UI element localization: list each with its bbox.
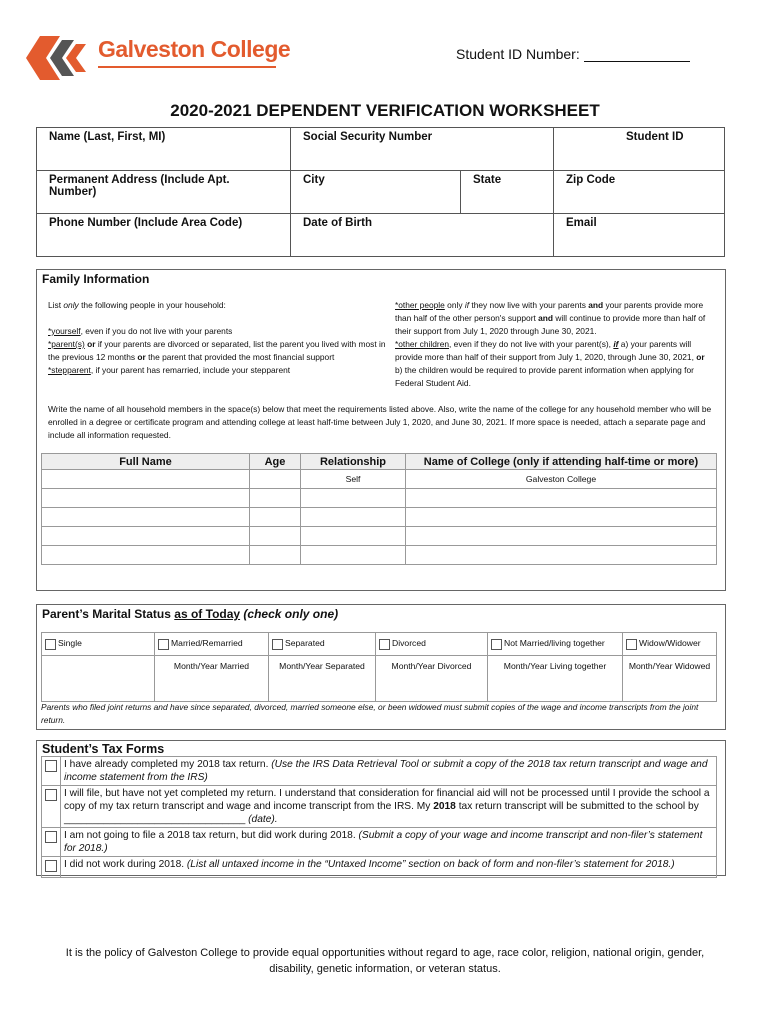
checkbox-icon[interactable]: [626, 639, 637, 650]
checkbox-icon[interactable]: [45, 831, 57, 843]
col-full-name: Full Name: [42, 454, 250, 470]
family-rules-left: [48, 299, 388, 377]
address-field[interactable]: Permanent Address (Include Apt. Number): [37, 171, 291, 214]
option-separated[interactable]: Separated: [269, 633, 376, 656]
checkbox-icon[interactable]: [45, 860, 57, 872]
cell-name[interactable]: [42, 527, 250, 546]
logo-underline: [98, 66, 276, 68]
cell-relationship[interactable]: [301, 489, 406, 508]
cell-age[interactable]: [250, 508, 301, 527]
cell-name[interactable]: [42, 546, 250, 565]
family-heading: Family Information: [42, 272, 150, 286]
city-field[interactable]: City: [291, 171, 461, 214]
cell-age[interactable]: [250, 527, 301, 546]
cell-college[interactable]: [406, 508, 717, 527]
rule-other-children: *other children, even if they do not live with your parent(s), if a) your parents will provide more than half of their support from July 1, 2020, through June 30, 2021, or b) the children would be required to provide parent information when applying for Federal Student Aid.: [395, 339, 705, 388]
tax-heading: Student’s Tax Forms: [42, 742, 165, 756]
date-field-married[interactable]: Month/Year Married: [155, 656, 269, 702]
state-field[interactable]: State: [461, 171, 554, 214]
policy-footer: It is the policy of Galveston College to provide equal opportunities without regard to age, race color, religion, national origin, gender, disability, genetic information, or veteran status.: [65, 947, 705, 975]
logo-text: Galveston College: [98, 36, 291, 62]
tax-option-non-filer-worked: I am not going to file a 2018 tax return, but did work during 2018. (Submit a copy of your wage and income transcript and non-filer’s statement for 2018.): [61, 828, 717, 857]
cell-college[interactable]: Galveston College: [406, 470, 717, 489]
cell-name[interactable]: [42, 489, 250, 508]
cell-age[interactable]: [250, 546, 301, 565]
table-row: [42, 489, 717, 508]
rule-stepparent: *stepparent, if your parent has remarried, include your stepparent: [48, 365, 291, 375]
tax-options-table: [41, 756, 717, 878]
checkbox-icon[interactable]: [158, 639, 169, 650]
student-id-number: [456, 46, 690, 62]
date-field-widowed[interactable]: Month/Year Widowed: [623, 656, 717, 702]
table-row: [42, 546, 717, 565]
marital-status-table: [41, 632, 717, 702]
table-row: [42, 508, 717, 527]
cell-college[interactable]: [406, 527, 717, 546]
family-rules-right: [395, 299, 713, 390]
col-college: Name of College (only if attending half-time or more): [406, 454, 717, 470]
cell-college[interactable]: [406, 546, 717, 565]
tax-option-did-not-work: I did not work during 2018. (List all untaxed income in the “Untaxed Income” section on back of form and non-filer’s statement for 2018.): [61, 857, 717, 878]
date-field-blank: [42, 656, 155, 702]
rule-yourself: *yourself, even if you do not live with your parents: [48, 326, 233, 336]
checkbox-icon[interactable]: [491, 639, 502, 650]
col-age: Age: [250, 454, 301, 470]
marital-heading: Parent’s Marital Status as of Today (check only one): [42, 607, 339, 621]
rule-other-people: *other people only if they now live with your parents and your parents provide more than half of the other person's support and will continue to provide more than half of their support from July 1, 2020 through June 30, 2021.: [395, 300, 706, 336]
date-field-divorced[interactable]: Month/Year Divorced: [376, 656, 488, 702]
household-instructions: Write the name of all household members in the space(s) below that meet the requirements listed above. Also, write the name of the college for any household member who will be enrolled in a degree or certificate program and attending college at least half-time between July 1, 2020, and June 30, 2021. If more space is needed, attach a separate page and include all information requested.: [48, 404, 712, 440]
option-not-married[interactable]: Not Married/living together: [488, 633, 623, 656]
list-instruction: List only the following people in your household:: [48, 300, 226, 310]
college-logo-icon: [26, 36, 96, 80]
date-field-living-together[interactable]: Month/Year Living together: [488, 656, 623, 702]
date-blank[interactable]: ________________________________: [64, 814, 246, 825]
joint-return-note: Parents who filed joint returns and have since separated, divorced, married someone else, or been widowed must submit copies of the wage and income transcripts from the joint return.: [41, 702, 699, 725]
option-divorced[interactable]: Divorced: [376, 633, 488, 656]
ssn-field[interactable]: Social Security Number: [291, 128, 554, 171]
household-table: [41, 453, 717, 565]
option-widowed[interactable]: Widow/Widower: [623, 633, 717, 656]
phone-field[interactable]: Phone Number (Include Area Code): [37, 214, 291, 257]
student-id-field-box[interactable]: Student ID: [554, 128, 725, 171]
cell-name[interactable]: [42, 470, 250, 489]
checkbox-icon[interactable]: [45, 639, 56, 650]
cell-relationship[interactable]: [301, 546, 406, 565]
cell-relationship[interactable]: Self: [301, 470, 406, 489]
cell-age[interactable]: [250, 470, 301, 489]
student-info-grid: [36, 127, 725, 257]
dob-field[interactable]: Date of Birth: [291, 214, 554, 257]
cell-relationship[interactable]: [301, 527, 406, 546]
cell-name[interactable]: [42, 508, 250, 527]
checkbox-icon[interactable]: [45, 760, 57, 772]
col-relationship: Relationship: [301, 454, 406, 470]
cell-age[interactable]: [250, 489, 301, 508]
checkbox-icon[interactable]: [45, 789, 57, 801]
student-id-field[interactable]: [584, 47, 690, 62]
tax-option-completed: I have already completed my 2018 tax return. (Use the IRS Data Retrieval Tool or submit a copy of the 2018 tax return transcript and wage and income statement from the IRS): [61, 757, 717, 786]
cell-college[interactable]: [406, 489, 717, 508]
tax-option-will-file: I will file, but have not yet completed my return. I understand that consideration for financial aid will not be processed until I provide the school a copy of my tax return transcript and wage and income transcript from the IRS. My 2018 tax return transcript will be submitted to the school by ________________________________ (date).: [61, 786, 717, 828]
option-single[interactable]: Single: [42, 633, 155, 656]
checkbox-icon[interactable]: [272, 639, 283, 650]
option-married[interactable]: Married/Remarried: [155, 633, 269, 656]
checkbox-icon[interactable]: [379, 639, 390, 650]
student-id-label: Student ID Number:: [456, 46, 580, 62]
page-title: 2020-2021 DEPENDENT VERIFICATION WORKSHEET: [170, 101, 600, 120]
table-row: [42, 527, 717, 546]
rule-parents: *parent(s) or if your parents are divorced or separated, list the parent you lived with most in the previous 12 months or the parent that provided the most financial support: [48, 339, 386, 362]
date-field-separated[interactable]: Month/Year Separated: [269, 656, 376, 702]
email-field[interactable]: Email: [554, 214, 725, 257]
zip-field[interactable]: Zip Code: [554, 171, 725, 214]
name-field[interactable]: Name (Last, First, MI): [37, 128, 291, 171]
table-row: [42, 470, 717, 489]
cell-relationship[interactable]: [301, 508, 406, 527]
